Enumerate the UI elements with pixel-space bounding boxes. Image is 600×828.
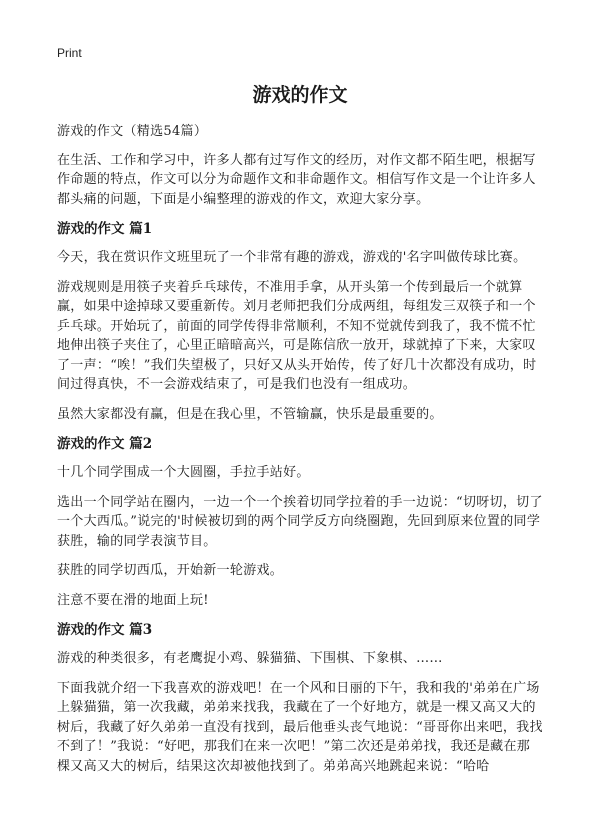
section-heading-2: 游戏的作文 篇2 bbox=[57, 436, 153, 452]
section-3-paragraph: 游戏的种类很多，有老鹰捉小鸡、躲猫猫、下围棋、下象棋、…… bbox=[57, 651, 443, 666]
article-body bbox=[57, 122, 543, 786]
section-1-paragraph: 虽然大家都没有赢，但是在我心里，不管输赢，快乐是最重要的。 bbox=[57, 406, 443, 422]
intro-paragraph: 在生活、工作和学习中，许多人都有过写作文的经历，对作文都不陌生吧，根据写作命题的特点，作文可以分为命题作文和非命题作文。相信写作文是一个让许多人都头痛的问题，下面是小编整理的游戏的作文，欢迎大家分享。 bbox=[57, 152, 536, 207]
print-link[interactable]: Print bbox=[57, 46, 82, 60]
section-2-paragraph: 十几个同学围成一个大圆圈，手拉手站好。 bbox=[57, 465, 310, 480]
section-heading-3: 游戏的作文 篇3 bbox=[57, 622, 153, 638]
section-2-paragraph: 选出一个同学站在圈内，一边一个一个挨着切同学拉着的手一边说：“切呀切，切了一个大西瓜。”说完的'时候被切到的两个同学反方向绕圈跑，先回到原来位置的同学获胜，输的同学表演节目。 bbox=[57, 494, 543, 549]
page-title: 游戏的作文 bbox=[252, 84, 348, 106]
section-heading-1: 游戏的作文 篇1 bbox=[57, 221, 153, 237]
section-2-paragraph: 获胜的同学切西瓜，开始新一轮游戏。 bbox=[57, 563, 284, 578]
section-1-paragraph: 今天，我在赏识作文班里玩了一个非常有趣的游戏，游戏的'名字叫做传球比赛。 bbox=[57, 250, 527, 265]
section-3-paragraph: 下面我就介绍一下我喜欢的游戏吧！在一个风和日丽的下午，我和我的'弟弟在广场上躲猫猫，第一次我藏，弟弟来找我，我藏在了一个好地方，就是一棵又高又大的树后，我藏了好久弟弟一直没有找到，最后他垂头丧气地说：“哥哥你出来吧，我找不到了！”我说：“好吧，那我们在来一次吧！”第二次还是弟弟找，我还是藏在那棵又高又大的树后，结果这次却被他找到了。弟弟高兴地跳起来说：“哈哈 bbox=[57, 680, 543, 774]
article-subtitle: 游戏的作文（精选54篇） bbox=[57, 124, 208, 139]
section-1-paragraph: 游戏规则是用筷子夹着乒乓球传，不准用手拿，从开头第一个传到最后一个就算赢，如果中途掉球又要重新传。刘月老师把我们分成两组，每组发三双筷子和一个乒乓球。开始玩了，前面的同学传得非常顺利，不知不觉就传到我了，我不慌不忙地伸出筷子夹住了，心里正暗暗高兴，可是陈信欣一放开，球就掉了下来，大家叹了一声：“唉！”我们失望极了，只好又从头开始传，传了好几十次都没有成功，时间过得真快，不一会游戏结束了，可是我们也没有一组成功。 bbox=[57, 279, 537, 392]
section-2-paragraph: 注意不要在滑的地面上玩! bbox=[57, 592, 209, 608]
